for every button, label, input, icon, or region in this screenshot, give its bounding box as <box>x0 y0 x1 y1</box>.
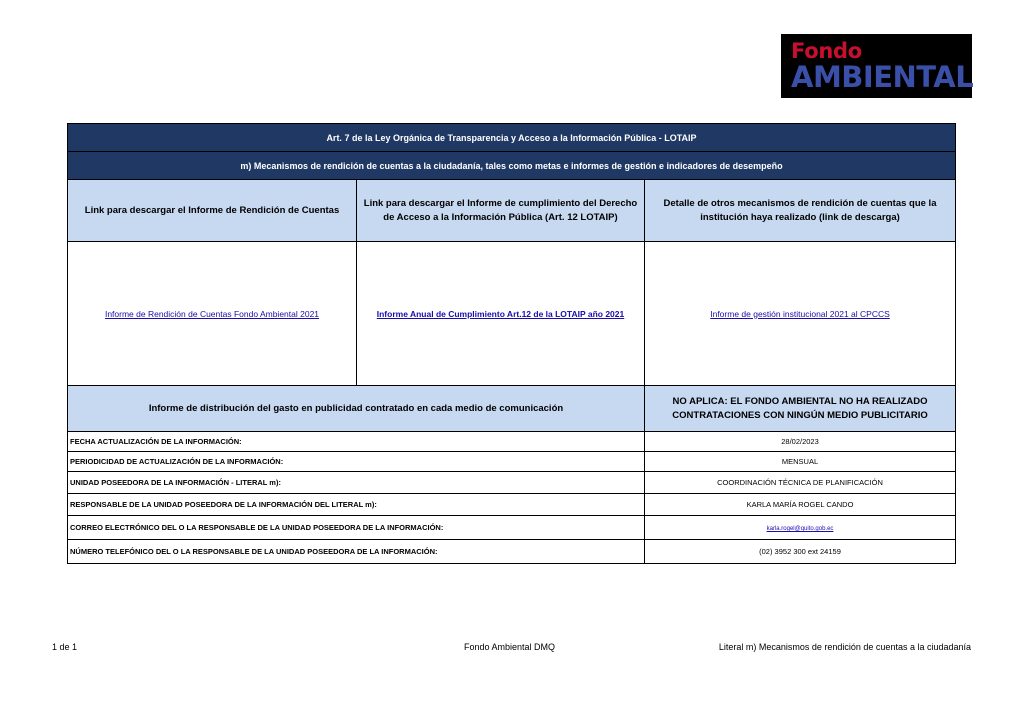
link-cell-rendicion <box>68 242 357 386</box>
info-label-fecha: FECHA ACTUALIZACIÓN DE LA INFORMACIÓN: <box>68 432 645 452</box>
info-value-periodicidad: MENSUAL <box>645 452 956 472</box>
logo-line-1: Fondo <box>791 39 862 63</box>
column-header-rendicion: Link para descargar el Informe de Rendición de Cuentas <box>68 180 357 242</box>
column-header-cumplimiento: Link para descargar el Informe de cumplimiento del Derecho de Acceso a la Información Pública (Art. 12 LOTAIP) <box>357 180 645 242</box>
info-value-telefono: (02) 3952 300 ext 24159 <box>645 540 956 564</box>
advertising-label: Informe de distribución del gasto en publicidad contratado en cada medio de comunicación <box>68 386 645 432</box>
link-cell-gestion <box>645 242 956 386</box>
lotaip-table <box>67 123 956 564</box>
link-informe-rendicion[interactable]: Informe de Rendición de Cuentas Fondo Ambiental 2021 <box>104 308 320 319</box>
advertising-value: NO APLICA: EL FONDO AMBIENTAL NO HA REALIZADO CONTRATACIONES CON NINGÚN MEDIO PUBLICITARIO <box>645 386 956 432</box>
footer-page-number: 1 de 1 <box>52 642 78 652</box>
info-label-responsable: RESPONSABLE DE LA UNIDAD POSEEDORA DE LA INFORMACIÓN DEL LITERAL m): <box>68 494 645 516</box>
table-title: Art. 7 de la Ley Orgánica de Transparencia y Acceso a la Información Pública - LOTAIP <box>68 124 956 152</box>
link-informe-gestion[interactable]: Informe de gestión institucional 2021 al CPCCS <box>710 308 890 319</box>
info-label-telefono: NÚMERO TELEFÓNICO DEL O LA RESPONSABLE DE LA UNIDAD POSEEDORA DE LA INFORMACIÓN: <box>68 540 645 564</box>
info-label-correo: CORREO ELECTRÓNICO DEL O LA RESPONSABLE DE LA UNIDAD POSEEDORA DE LA INFORMACIÓN: <box>68 516 645 540</box>
email-link[interactable]: karla.rogel@quito.gob.ec <box>766 526 834 532</box>
table-subtitle: m) Mecanismos de rendición de cuentas a la ciudadanía, tales como metas e informes de gestión e indicadores de desempeño <box>68 152 956 180</box>
footer-center: Fondo Ambiental DMQ <box>464 642 556 652</box>
info-value-responsable: KARLA MARÍA ROGEL CANDO <box>645 494 956 516</box>
info-value-unidad: COORDINACIÓN TÉCNICA DE PLANIFICACIÓN <box>645 472 956 494</box>
info-label-unidad: UNIDAD POSEEDORA DE LA INFORMACIÓN - LITERAL m): <box>68 472 645 494</box>
info-value-correo <box>645 516 956 540</box>
link-informe-cumplimiento[interactable]: Informe Anual de Cumplimiento Art.12 de la LOTAIP año 2021 <box>376 308 625 319</box>
info-value-fecha: 28/02/2023 <box>645 432 956 452</box>
column-header-otros-mecanismos: Detalle de otros mecanismos de rendición de cuentas que la institución haya realizado (link de descarga) <box>645 180 956 242</box>
link-cell-cumplimiento <box>357 242 645 386</box>
fondo-ambiental-logo <box>781 34 972 98</box>
footer-right: Literal m) Mecanismos de rendición de cuentas a la ciudadanía <box>718 642 971 652</box>
logo-line-2: AMBIENTAL <box>791 60 974 94</box>
info-label-periodicidad: PERIODICIDAD DE ACTUALIZACIÓN DE LA INFORMACIÓN: <box>68 452 645 472</box>
